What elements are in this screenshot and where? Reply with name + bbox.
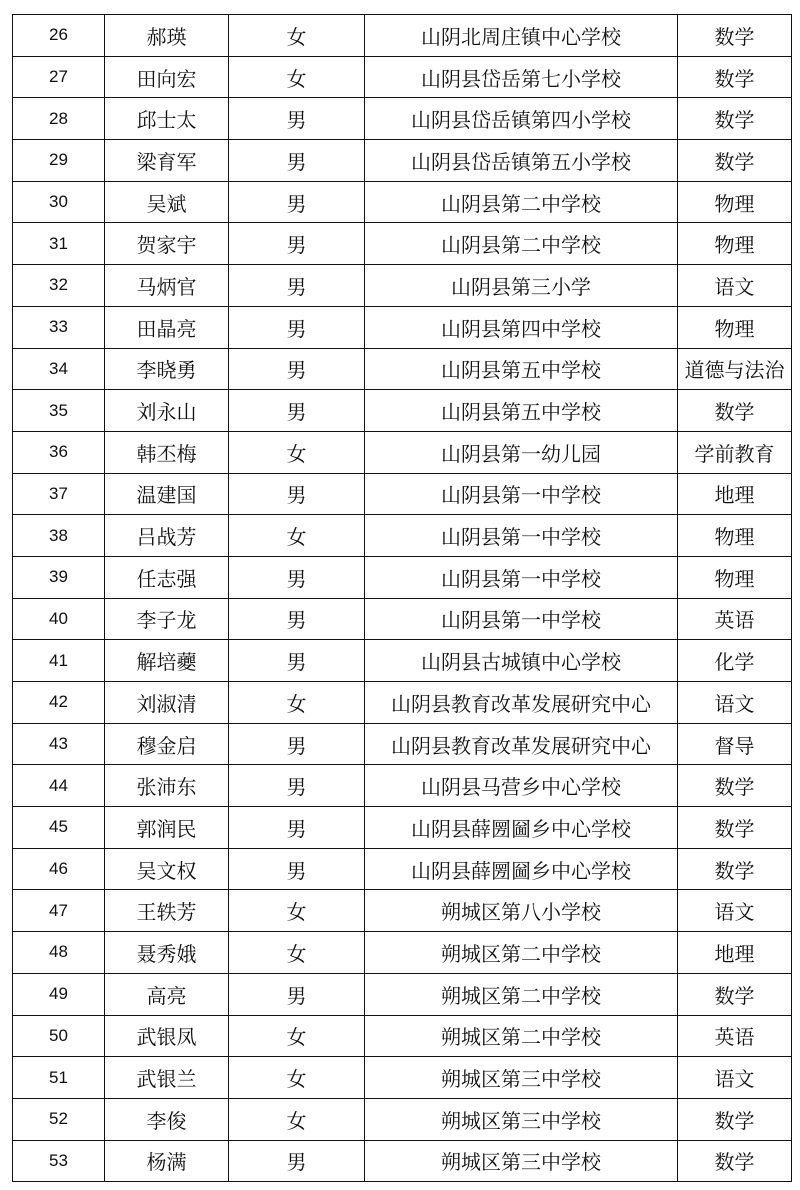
table-row <box>13 807 792 849</box>
table-row <box>13 431 792 473</box>
school-name-cell: 山阴县岱岳第七小学校 <box>365 56 678 98</box>
school-name-cell: 山阴县第一中学校 <box>365 473 678 515</box>
teacher-name-cell: 贺家宇 <box>105 223 229 265</box>
teacher-name-cell: 温建国 <box>105 473 229 515</box>
school-name-cell: 山阴县第一中学校 <box>365 556 678 598</box>
gender-cell: 女 <box>229 431 365 473</box>
row-number-cell: 52 <box>13 1098 105 1140</box>
gender-cell: 女 <box>229 890 365 932</box>
teacher-name-cell: 吴斌 <box>105 181 229 223</box>
school-name-cell: 山阴县第五中学校 <box>365 390 678 432</box>
teacher-name-cell: 刘永山 <box>105 390 229 432</box>
teacher-name-cell: 邱士太 <box>105 98 229 140</box>
gender-cell: 男 <box>229 473 365 515</box>
subject-cell: 数学 <box>678 15 792 57</box>
subject-cell: 语文 <box>678 890 792 932</box>
gender-cell: 男 <box>229 848 365 890</box>
subject-cell: 地理 <box>678 932 792 974</box>
teacher-name-cell: 田晶亮 <box>105 306 229 348</box>
row-number-cell: 44 <box>13 765 105 807</box>
row-number-cell: 35 <box>13 390 105 432</box>
school-name-cell: 山阴县教育改革发展研究中心 <box>365 723 678 765</box>
gender-cell: 男 <box>229 556 365 598</box>
table-row <box>13 265 792 307</box>
teacher-name-cell: 武银凤 <box>105 1015 229 1057</box>
roster-body <box>13 15 792 1182</box>
teacher-name-cell: 田向宏 <box>105 56 229 98</box>
subject-cell: 数学 <box>678 390 792 432</box>
teacher-name-cell: 李晓勇 <box>105 348 229 390</box>
subject-cell: 地理 <box>678 473 792 515</box>
subject-cell: 数学 <box>678 807 792 849</box>
subject-cell: 物理 <box>678 181 792 223</box>
row-number-cell: 43 <box>13 723 105 765</box>
subject-cell: 物理 <box>678 556 792 598</box>
teacher-name-cell: 马炳官 <box>105 265 229 307</box>
school-name-cell: 山阴县岱岳镇第五小学校 <box>365 140 678 182</box>
row-number-cell: 29 <box>13 140 105 182</box>
gender-cell: 男 <box>229 306 365 348</box>
gender-cell: 女 <box>229 1015 365 1057</box>
school-name-cell: 朔城区第二中学校 <box>365 973 678 1015</box>
table-row <box>13 473 792 515</box>
table-row <box>13 515 792 557</box>
table-row <box>13 140 792 182</box>
gender-cell: 男 <box>229 807 365 849</box>
row-number-cell: 48 <box>13 932 105 974</box>
row-number-cell: 51 <box>13 1057 105 1099</box>
table-row <box>13 598 792 640</box>
row-number-cell: 26 <box>13 15 105 57</box>
table-row <box>13 223 792 265</box>
school-name-cell: 山阴县教育改革发展研究中心 <box>365 682 678 724</box>
teacher-name-cell: 郝瑛 <box>105 15 229 57</box>
gender-cell: 男 <box>229 98 365 140</box>
school-name-cell: 朔城区第二中学校 <box>365 932 678 974</box>
subject-cell: 数学 <box>678 765 792 807</box>
table-row <box>13 890 792 932</box>
school-name-cell: 朔城区第三中学校 <box>365 1098 678 1140</box>
subject-cell: 英语 <box>678 1015 792 1057</box>
teacher-name-cell: 王轶芳 <box>105 890 229 932</box>
school-name-cell: 山阴县第一中学校 <box>365 515 678 557</box>
subject-cell: 英语 <box>678 598 792 640</box>
row-number-cell: 36 <box>13 431 105 473</box>
school-name-cell: 山阴县第一中学校 <box>365 598 678 640</box>
teacher-name-cell: 吴文权 <box>105 848 229 890</box>
table-row <box>13 932 792 974</box>
row-number-cell: 31 <box>13 223 105 265</box>
school-name-cell: 朔城区第二中学校 <box>365 1015 678 1057</box>
school-name-cell: 山阴县马营乡中心学校 <box>365 765 678 807</box>
school-name-cell: 山阴县第一幼儿园 <box>365 431 678 473</box>
row-number-cell: 46 <box>13 848 105 890</box>
school-name-cell: 山阴北周庄镇中心学校 <box>365 15 678 57</box>
gender-cell: 男 <box>229 1140 365 1182</box>
gender-cell: 男 <box>229 181 365 223</box>
table-row <box>13 723 792 765</box>
teacher-name-cell: 杨满 <box>105 1140 229 1182</box>
teacher-name-cell: 韩丕梅 <box>105 431 229 473</box>
row-number-cell: 32 <box>13 265 105 307</box>
teacher-name-cell: 解培虁 <box>105 640 229 682</box>
row-number-cell: 49 <box>13 973 105 1015</box>
teacher-name-cell: 郭润民 <box>105 807 229 849</box>
table-row <box>13 848 792 890</box>
table-row <box>13 15 792 57</box>
table-row <box>13 682 792 724</box>
row-number-cell: 53 <box>13 1140 105 1182</box>
teacher-name-cell: 李子龙 <box>105 598 229 640</box>
row-number-cell: 27 <box>13 56 105 98</box>
table-row <box>13 1098 792 1140</box>
gender-cell: 男 <box>229 223 365 265</box>
school-name-cell: 山阴县古城镇中心学校 <box>365 640 678 682</box>
row-number-cell: 37 <box>13 473 105 515</box>
table-row <box>13 390 792 432</box>
school-name-cell: 山阴县第二中学校 <box>365 181 678 223</box>
row-number-cell: 40 <box>13 598 105 640</box>
row-number-cell: 41 <box>13 640 105 682</box>
row-number-cell: 45 <box>13 807 105 849</box>
school-name-cell: 山阴县薛圐圙乡中心学校 <box>365 848 678 890</box>
subject-cell: 语文 <box>678 682 792 724</box>
row-number-cell: 42 <box>13 682 105 724</box>
table-row <box>13 1057 792 1099</box>
school-name-cell: 山阴县第五中学校 <box>365 348 678 390</box>
roster-table <box>12 14 792 1182</box>
school-name-cell: 山阴县薛圐圙乡中心学校 <box>365 807 678 849</box>
subject-cell: 数学 <box>678 1098 792 1140</box>
gender-cell: 女 <box>229 1098 365 1140</box>
gender-cell: 男 <box>229 598 365 640</box>
teacher-name-cell: 梁育军 <box>105 140 229 182</box>
subject-cell: 数学 <box>678 973 792 1015</box>
row-number-cell: 47 <box>13 890 105 932</box>
gender-cell: 男 <box>229 348 365 390</box>
subject-cell: 化学 <box>678 640 792 682</box>
table-row <box>13 1015 792 1057</box>
gender-cell: 男 <box>229 723 365 765</box>
subject-cell: 数学 <box>678 140 792 182</box>
school-name-cell: 朔城区第三中学校 <box>365 1057 678 1099</box>
school-name-cell: 山阴县岱岳镇第四小学校 <box>365 98 678 140</box>
gender-cell: 男 <box>229 640 365 682</box>
subject-cell: 数学 <box>678 1140 792 1182</box>
teacher-name-cell: 李俊 <box>105 1098 229 1140</box>
table-row <box>13 56 792 98</box>
subject-cell: 物理 <box>678 306 792 348</box>
row-number-cell: 33 <box>13 306 105 348</box>
row-number-cell: 38 <box>13 515 105 557</box>
subject-cell: 数学 <box>678 98 792 140</box>
table-row <box>13 98 792 140</box>
teacher-name-cell: 刘淑清 <box>105 682 229 724</box>
row-number-cell: 50 <box>13 1015 105 1057</box>
gender-cell: 女 <box>229 15 365 57</box>
table-row <box>13 973 792 1015</box>
teacher-name-cell: 穆金启 <box>105 723 229 765</box>
gender-cell: 男 <box>229 973 365 1015</box>
school-name-cell: 朔城区第三中学校 <box>365 1140 678 1182</box>
subject-cell: 督导 <box>678 723 792 765</box>
teacher-name-cell: 聂秀娥 <box>105 932 229 974</box>
school-name-cell: 山阴县第三小学 <box>365 265 678 307</box>
row-number-cell: 30 <box>13 181 105 223</box>
gender-cell: 女 <box>229 56 365 98</box>
row-number-cell: 34 <box>13 348 105 390</box>
table-row <box>13 1140 792 1182</box>
gender-cell: 男 <box>229 765 365 807</box>
teacher-name-cell: 吕战芳 <box>105 515 229 557</box>
table-row <box>13 181 792 223</box>
teacher-name-cell: 张沛东 <box>105 765 229 807</box>
gender-cell: 女 <box>229 932 365 974</box>
subject-cell: 道德与法治 <box>678 348 792 390</box>
gender-cell: 女 <box>229 1057 365 1099</box>
table-row <box>13 640 792 682</box>
subject-cell: 语文 <box>678 265 792 307</box>
subject-cell: 物理 <box>678 223 792 265</box>
school-name-cell: 山阴县第二中学校 <box>365 223 678 265</box>
row-number-cell: 28 <box>13 98 105 140</box>
table-row <box>13 765 792 807</box>
gender-cell: 女 <box>229 682 365 724</box>
teacher-name-cell: 高亮 <box>105 973 229 1015</box>
gender-cell: 女 <box>229 515 365 557</box>
subject-cell: 数学 <box>678 56 792 98</box>
row-number-cell: 39 <box>13 556 105 598</box>
school-name-cell: 朔城区第八小学校 <box>365 890 678 932</box>
gender-cell: 男 <box>229 140 365 182</box>
subject-cell: 学前教育 <box>678 431 792 473</box>
teacher-name-cell: 任志强 <box>105 556 229 598</box>
gender-cell: 男 <box>229 265 365 307</box>
gender-cell: 男 <box>229 390 365 432</box>
subject-cell: 语文 <box>678 1057 792 1099</box>
table-row <box>13 306 792 348</box>
table-row <box>13 348 792 390</box>
teacher-name-cell: 武银兰 <box>105 1057 229 1099</box>
subject-cell: 数学 <box>678 848 792 890</box>
table-row <box>13 556 792 598</box>
school-name-cell: 山阴县第四中学校 <box>365 306 678 348</box>
subject-cell: 物理 <box>678 515 792 557</box>
